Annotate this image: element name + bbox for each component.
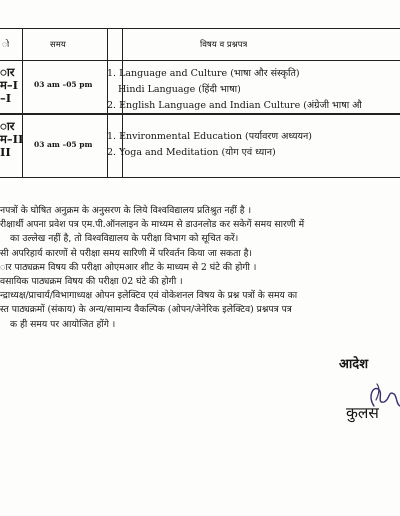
table-rule <box>0 177 400 178</box>
instructions-list <box>0 204 400 332</box>
subject-item: 1. Language and Culture (भाषा और संस्कृति) <box>107 68 300 79</box>
subject-list <box>107 66 400 114</box>
subject-item: 2. English Language and Indian Culture (अंग्रेजी भाषा औ <box>107 100 362 111</box>
instruction-line: स्त पाठ्यक्रमों (संकाय) के अन्य/सामान्य वैकल्पिक (ओपन/जेनेरिक इलेक्टिव) प्रश्नपत्र पत्र <box>0 304 292 316</box>
header-first-col: ो <box>2 40 10 50</box>
subject-item: Hindi Language (हिंदी भाषा) <box>118 84 241 95</box>
shift-label: ार म–I –I <box>0 66 19 105</box>
instruction-line: वसायिक पाठ्यक्रम विषय की परीक्षा 02 घंटे की होगी । <box>0 275 183 287</box>
subject-item: 2. Yoga and Meditation (योग एवं ध्यान) <box>107 147 276 158</box>
exam-time: 03 am –05 pm <box>34 80 92 89</box>
shift-label: ार म–II II <box>0 120 24 159</box>
header-time: समय <box>50 40 66 50</box>
subject-item: 1. Environmental Education (पर्यावरण अध्ययन) <box>107 131 312 142</box>
order-heading: आदेश <box>339 357 369 372</box>
designation-text: कुलस <box>346 404 379 422</box>
instruction-line: क ही समय पर आयोजित होंगे । <box>10 318 116 330</box>
subject-list <box>107 129 400 161</box>
instruction-line: रीक्षार्थी अपना प्रवेश पत्र एम.पी.ऑनलाइन के माध्यम से डाउनलोड कर सकेगें समय सारणी में <box>0 219 305 231</box>
table-rule <box>0 28 400 29</box>
instruction-line: का उल्लेख नहीं है, तो विश्वविद्यालय के परीक्षा विभाग को सूचित करें। <box>10 233 239 245</box>
instruction-line: ार पाठ्यक्रम विषय की परीक्षा ओएमआर शीट के माध्यम से 2 घंटे की होगी । <box>0 261 257 273</box>
instruction-line: न्द्राध्यक्ष/प्राचार्य/विभागाध्यक्ष ओपन इलेक्टिव एवं वोकेशनल विषय के प्रश्न पत्रों के समय का <box>0 290 298 302</box>
exam-time: 03 am –05 pm <box>34 140 92 149</box>
table-rule <box>0 60 400 61</box>
instruction-line: सी अपरिहार्य कारणों से परीक्षा समय सारिणी में परिवर्तन किया जा सकता है। <box>0 247 253 259</box>
exam-timetable <box>0 28 400 178</box>
header-subject: विषय व प्रश्नपत्र <box>200 40 248 50</box>
instruction-line: नपत्रों के घोषित अनुक्रम के अनुसरण के लिये विश्वविद्यालय प्रतिश्रुत नहीं है । <box>0 205 252 216</box>
